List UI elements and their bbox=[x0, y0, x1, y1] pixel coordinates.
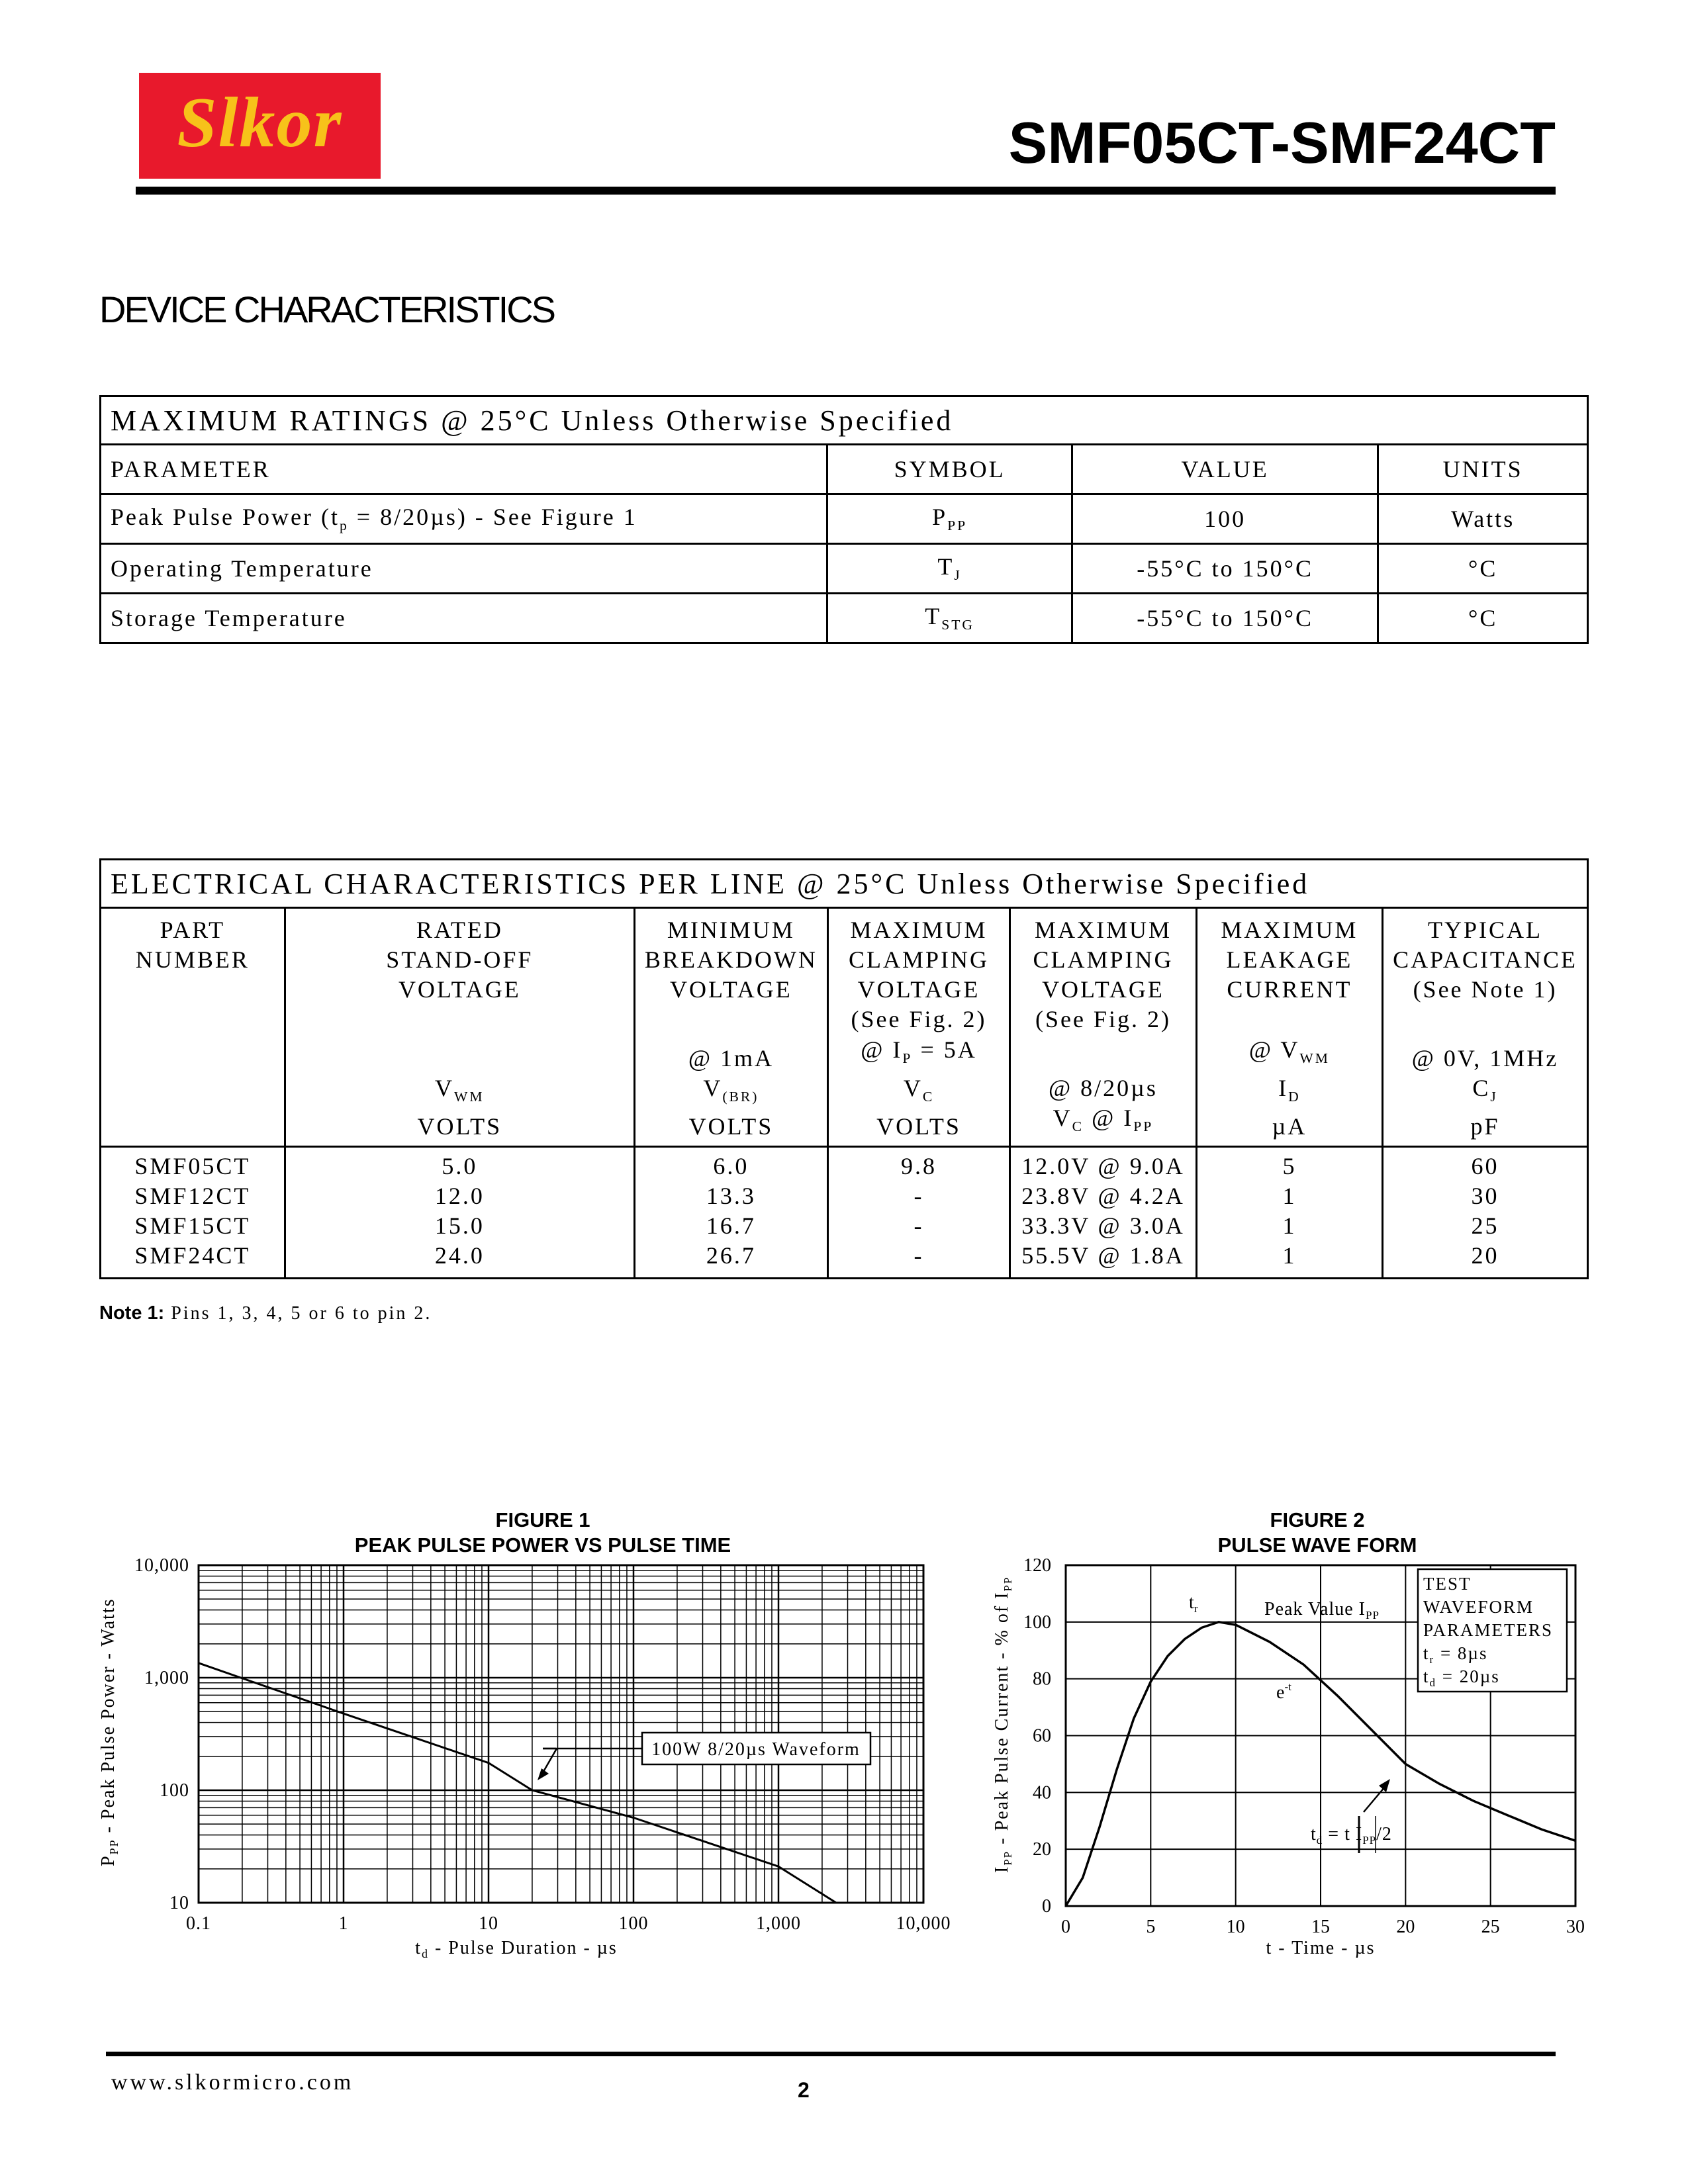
figure1-x-tick: 10 bbox=[479, 1913, 498, 1934]
vc-cell: 9.8 - - - bbox=[827, 1147, 1009, 1279]
td-label: $t_d = t$ $I_{PP}/2$ bbox=[1311, 1824, 1392, 1846]
max-ratings-caption: MAXIMUM RATINGS @ 25°C Unless Otherwise Specified bbox=[101, 396, 1588, 445]
figure2-x-tick: 5 bbox=[1146, 1917, 1156, 1937]
param-cell: Storage Temperature bbox=[101, 594, 827, 643]
figure2-y-tick: 0 bbox=[1042, 1896, 1051, 1917]
figure1-xlabel: $t_d$ - Pulse Duration - µs bbox=[415, 1938, 618, 1960]
figure1-x-tick: 10,000 bbox=[896, 1913, 951, 1934]
figure1-y-tick: 100 bbox=[160, 1780, 189, 1801]
symbol-cell: $T_{STG}$ bbox=[827, 594, 1072, 643]
header-part-number: PART NUMBER bbox=[101, 908, 285, 1147]
td-arrow bbox=[1364, 1787, 1385, 1812]
figure1-x-tick: 1,000 bbox=[756, 1913, 801, 1934]
figure1-chart bbox=[86, 1549, 966, 1972]
figure1-x-tick: 1 bbox=[338, 1913, 349, 1934]
figure2-chart bbox=[973, 1549, 1609, 1972]
figure2-y-tick: 40 bbox=[1033, 1782, 1051, 1803]
value-cell: -55°C to 150°C bbox=[1072, 544, 1378, 594]
footer-rule bbox=[106, 2052, 1556, 2056]
figure2-y-tick: 120 bbox=[1023, 1555, 1051, 1576]
figure2-y-tick: 60 bbox=[1033, 1725, 1051, 1747]
max-ratings-table bbox=[99, 395, 1589, 644]
figure1-y-tick: 10,000 bbox=[134, 1555, 189, 1576]
figure1-y-tick: 10 bbox=[169, 1893, 189, 1913]
part-number-cell: SMF05CT SMF12CT SMF15CT SMF24CT bbox=[101, 1147, 285, 1279]
id-cell: 5 1 1 1 bbox=[1196, 1147, 1382, 1279]
figure2-legend bbox=[1418, 1569, 1567, 1692]
header-capacitance: TYPICAL CAPACITANCE (See Note 1) @ 0V, 1MHz $C_J$ pF bbox=[1383, 908, 1588, 1147]
figure1-x-tick: 100 bbox=[618, 1913, 649, 1934]
figure2-annotations bbox=[1189, 1592, 1392, 1853]
header-rule bbox=[136, 187, 1556, 195]
value-cell: 100 bbox=[1072, 494, 1378, 544]
peak-value-label: Peak Value $I_{PP}$ bbox=[1264, 1599, 1380, 1621]
elec-caption: ELECTRICAL CHARACTERISTICS PER LINE @ 25°C Unless Otherwise Specified bbox=[101, 860, 1588, 908]
decay-label: $e^{-t}$ bbox=[1276, 1680, 1291, 1703]
figure2-x-tick: 15 bbox=[1311, 1917, 1330, 1937]
page-number: 2 bbox=[798, 2078, 810, 2102]
unit-cell: Watts bbox=[1378, 494, 1588, 544]
table-row bbox=[101, 594, 1588, 643]
header-units: UNITS bbox=[1378, 445, 1588, 494]
header-clamping-voltage-ipp: MAXIMUM CLAMPING VOLTAGE (See Fig. 2) @ 8/20µs $V_C$ @ $I_{PP}$ bbox=[1010, 908, 1197, 1147]
param-cell: Operating Temperature bbox=[101, 544, 827, 594]
svg-text:tr = 8µs: $t_r = 8\mu s$ bbox=[1423, 1643, 1488, 1666]
vbr-cell: 6.0 13.3 16.7 26.7 bbox=[634, 1147, 827, 1279]
figure1-y-tick: 1,000 bbox=[144, 1668, 189, 1688]
header-standoff-voltage: RATED STAND-OFF VOLTAGE $V_{WM}$ VOLTS bbox=[285, 908, 634, 1147]
figure2-title: FIGURE 2 PULSE WAVE FORM bbox=[1217, 1508, 1417, 1557]
table-row bbox=[101, 544, 1588, 594]
header-parameter: PARAMETER bbox=[101, 445, 827, 494]
note: Note 1: Pins 1, 3, 4, 5 or 6 to pin 2. bbox=[99, 1302, 432, 1324]
symbol-cell: $T_J$ bbox=[827, 544, 1072, 594]
brand-logo bbox=[139, 73, 381, 179]
section-title: DEVICE CHARACTERISTICS bbox=[99, 289, 554, 330]
header-value: VALUE bbox=[1072, 445, 1378, 494]
symbol-cell: $P_{PP}$ bbox=[827, 494, 1072, 544]
header-clamping-voltage: MAXIMUM CLAMPING VOLTAGE (See Fig. 2) @ $I_P = 5A$ $V_C$ VOLTS bbox=[827, 908, 1009, 1147]
vc-ipp-cell: 12.0V @ 9.0A 23.8V @ 4.2A 33.3V @ 3.0A 55.5V @ 1.8A bbox=[1010, 1147, 1197, 1279]
figure2-y-tick: 80 bbox=[1033, 1668, 1051, 1690]
header-leakage-current: MAXIMUM LEAKAGE CURRENT @ $V_{WM}$ $I_D$ µA bbox=[1196, 908, 1382, 1147]
figure2-x-tick: 30 bbox=[1566, 1917, 1585, 1937]
logo-text: Slkor bbox=[177, 83, 343, 162]
electrical-characteristics-table bbox=[99, 858, 1589, 1279]
svg-text:PARAMETERS: PARAMETERS bbox=[1423, 1620, 1554, 1640]
figure2-y-tick: 100 bbox=[1023, 1612, 1051, 1633]
vwm-cell: 5.0 12.0 15.0 24.0 bbox=[285, 1147, 634, 1279]
param-cell: Peak Pulse Power $(t_p = 8/20\mu s)$ - See Figure 1 bbox=[101, 494, 827, 544]
data-rows bbox=[101, 1147, 1588, 1279]
footer-website[interactable]: www.slkormicro.com bbox=[111, 2070, 354, 2095]
figure2-x-tick: 10 bbox=[1226, 1917, 1245, 1937]
table-row bbox=[101, 494, 1588, 544]
figure2-x-tick: 0 bbox=[1061, 1917, 1070, 1937]
figure1-power-curve bbox=[199, 1663, 836, 1903]
figure2-y-tick: 20 bbox=[1033, 1839, 1051, 1860]
header-symbol: SYMBOL bbox=[827, 445, 1072, 494]
figure1-x-tick: 0.1 bbox=[186, 1913, 211, 1934]
unit-cell: °C bbox=[1378, 544, 1588, 594]
cj-cell: 60 30 25 20 bbox=[1383, 1147, 1588, 1279]
header-breakdown-voltage: MINIMUM BREAKDOWN VOLTAGE @ 1mA $V_{(BR)}$ VOLTS bbox=[634, 908, 827, 1147]
svg-text:td = 20µs: $t_d = 20\mu s$ bbox=[1423, 1666, 1500, 1689]
figure1-ylabel: $P_{PP}$ - Peak Pulse Power - Watts bbox=[98, 1598, 120, 1866]
document-title: SMF05CT-SMF24CT bbox=[1008, 110, 1556, 175]
figure2-x-tick: 25 bbox=[1481, 1917, 1500, 1937]
value-cell: -55°C to 150°C bbox=[1072, 594, 1378, 643]
tr-label: $t_r$ bbox=[1189, 1592, 1198, 1615]
figure2-ylabel: $I_{PP}$ - Peak Pulse Current - % of $I_{PP}$ bbox=[992, 1576, 1014, 1873]
figure1-title: FIGURE 1 PEAK PULSE POWER VS PULSE TIME bbox=[354, 1508, 731, 1557]
svg-text:TEST: TEST bbox=[1423, 1574, 1472, 1594]
figure2-xlabel: t - Time - µs bbox=[1266, 1938, 1376, 1958]
figure2-x-tick: 20 bbox=[1396, 1917, 1415, 1937]
unit-cell: °C bbox=[1378, 594, 1588, 643]
svg-text:WAVEFORM: WAVEFORM bbox=[1423, 1597, 1534, 1617]
figure1-annotation-text: 100W 8/20µs Waveform bbox=[651, 1739, 861, 1760]
